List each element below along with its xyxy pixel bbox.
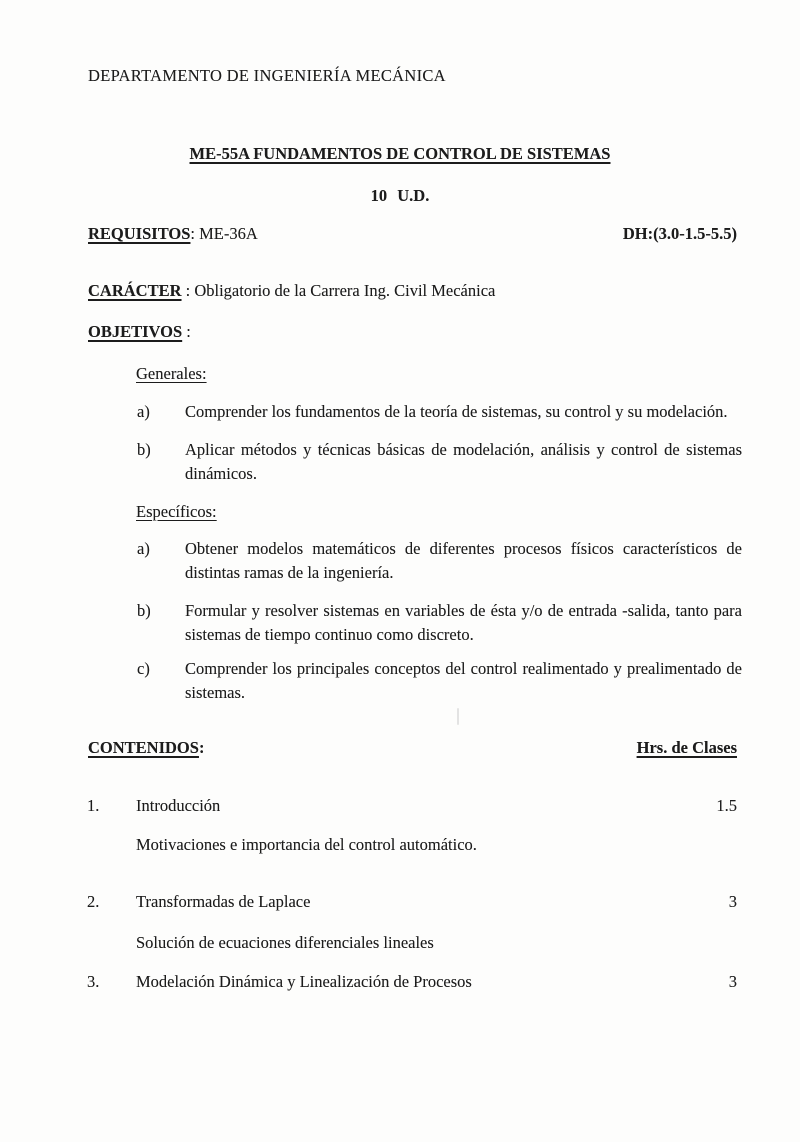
content-hours: 1.5: [716, 796, 737, 815]
item-text: Comprender los fundamentos de la teoría de sistemas, su control y su modelación.: [185, 402, 728, 421]
requisitos-row: [88, 222, 737, 246]
contenidos-header-row: [88, 736, 737, 760]
department-heading: DEPARTAMENTO DE INGENIERÍA MECÁNICA: [88, 66, 446, 85]
requisitos-value: : ME-36A: [190, 224, 258, 243]
caracter-label: CARÁCTER: [88, 281, 182, 300]
item-text: Aplicar métodos y técnicas básicas de modelación, análisis y control de sistemas dinámicos.: [185, 440, 742, 483]
item-text: Obtener modelos matemáticos de diferentes procesos físicos característicos de distintas ramas de la ingeniería.: [185, 539, 742, 582]
credits-row: [60, 184, 740, 208]
objetivo-especifico-c: [137, 657, 742, 705]
contenidos-label: CONTENIDOS: [88, 738, 199, 757]
scan-artifact-line: [457, 708, 459, 725]
course-title-row: [60, 142, 740, 166]
content-hours: 3: [728, 972, 737, 991]
item-letter: b): [137, 601, 151, 620]
item-letter: a): [137, 402, 150, 421]
requisitos-label: REQUISITOS: [88, 224, 191, 243]
content-title: Introducción: [136, 796, 221, 815]
item-letter: b): [137, 440, 151, 459]
contenidos-colon: :: [198, 738, 205, 757]
especificos-heading: Específicos:: [136, 502, 217, 521]
content-hours: 3: [728, 892, 737, 911]
hours-header: Hrs. de Clases: [636, 738, 737, 757]
item-text: Formular y resolver sistemas en variables de ésta y/o de entrada -salida, tanto para sistemas de tiempo continuo como discreto.: [185, 601, 742, 644]
content-number: 1.: [87, 796, 100, 815]
objetivo-general-b: [137, 438, 742, 486]
caracter-value: : Obligatorio de la Carrera Ing. Civil Mecánica: [181, 281, 496, 300]
generales-heading: Generales:: [136, 364, 207, 383]
content-note-2: Solución de ecuaciones diferenciales lineales: [136, 933, 434, 952]
content-number: 3.: [87, 972, 100, 991]
content-title: Modelación Dinámica y Linealización de Procesos: [136, 972, 472, 991]
objetivos-label: OBJETIVOS: [88, 322, 183, 341]
credits-value: 10 U.D.: [370, 186, 430, 205]
content-note-1: Motivaciones e importancia del control automático.: [136, 835, 477, 854]
objetivo-general-a: [137, 400, 742, 424]
item-text: Comprender los principales conceptos del control realimentado y prealimentado de sistemas.: [185, 659, 742, 702]
item-letter: c): [137, 659, 150, 678]
content-title: Transformadas de Laplace: [136, 892, 311, 911]
item-letter: a): [137, 539, 150, 558]
requisitos-cell: [88, 224, 258, 243]
caracter-row: [88, 279, 737, 303]
course-title: ME-55A FUNDAMENTOS DE CONTROL DE SISTEMAS: [189, 144, 611, 163]
objetivos-colon: :: [182, 322, 191, 341]
objetivo-especifico-b: [137, 599, 742, 647]
dh-value: DH:(3.0-1.5-5.5): [622, 224, 737, 243]
objetivos-row: [88, 320, 737, 344]
contenidos-cell: [88, 738, 204, 757]
content-number: 2.: [87, 892, 100, 911]
objetivo-especifico-a: [137, 537, 742, 585]
